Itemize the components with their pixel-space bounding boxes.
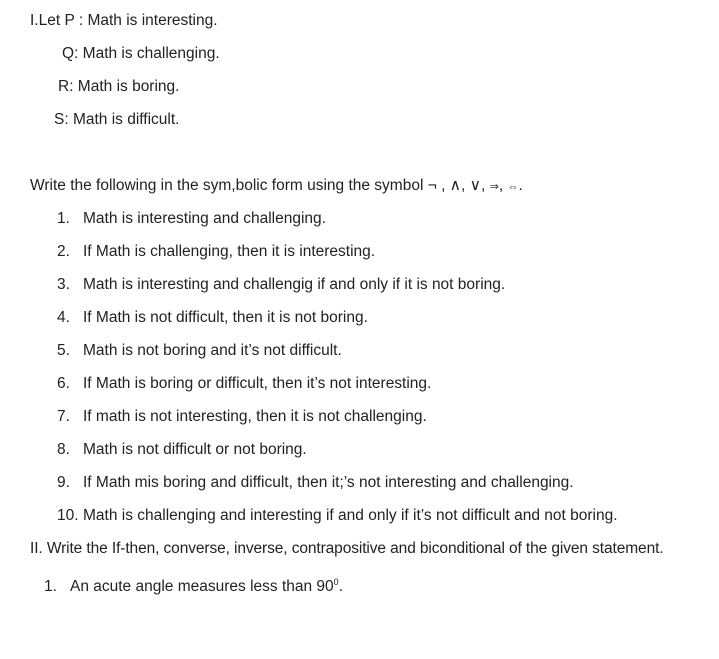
list-item-text: If math is not interesting, then it is not challenging.: [83, 408, 427, 425]
let-p-line: I.Let P : Math is interesting.: [30, 12, 218, 29]
list-item: [57, 407, 427, 427]
list-item: [57, 341, 342, 361]
list-item-text: If Math is boring or difficult, then it’s not interesting.: [83, 375, 432, 392]
list-item-text: Math is not boring and it’s not difficult.: [83, 342, 342, 359]
list-item-text: Math is interesting and challengig if and only if it is not boring.: [83, 276, 506, 293]
list-item-text: Math is challenging and interesting if and only if it’s not difficult and not boring.: [83, 507, 618, 524]
list-item-number: 10.: [57, 507, 79, 524]
iff-symbol: ⇔: [507, 181, 519, 193]
list-item: [57, 209, 326, 229]
list-item-number: 9.: [57, 474, 70, 491]
instruction-period: .: [518, 177, 523, 194]
part2-heading: II. Write the If-then, converse, inverse, contrapositive and biconditional of the given statement.: [30, 540, 664, 557]
list-item-number: 1.: [44, 578, 57, 595]
part2-list-item: [44, 572, 343, 597]
list-item: [57, 275, 505, 295]
list-item-period: .: [338, 578, 343, 595]
list-item-text: If Math mis boring and difficult, then it;’s not interesting and challenging.: [83, 474, 574, 491]
list-item-number: 3.: [57, 276, 70, 293]
instruction-line: [30, 176, 523, 197]
list-item: [57, 440, 307, 460]
list-item: [57, 374, 431, 394]
list-item-number: 7.: [57, 408, 70, 425]
implies-symbol: ⇒: [489, 181, 499, 193]
instruction-text: Write the following in the sym,bolic form using the symbol ¬ , ∧, ∨,: [30, 177, 490, 194]
list-item-number: 1.: [57, 210, 70, 227]
list-item-number: 8.: [57, 441, 70, 458]
r-line: R: Math is boring.: [58, 78, 180, 95]
list-item: [57, 473, 574, 493]
list-item-text: If Math is challenging, then it is interesting.: [83, 243, 376, 260]
q-line: Q: Math is challenging.: [62, 45, 220, 62]
list-item-number: 6.: [57, 375, 70, 392]
list-item-text: An acute angle measures less than 90: [70, 578, 334, 595]
list-item: [57, 506, 618, 526]
list-item-number: 4.: [57, 309, 70, 326]
list-item-text: Math is not difficult or not boring.: [83, 441, 307, 458]
list-item-text: If Math is not difficult, then it is not boring.: [83, 309, 368, 326]
list-item: [57, 242, 375, 262]
s-line: S: Math is difficult.: [54, 111, 180, 128]
list-item-number: 5.: [57, 342, 70, 359]
list-item-number: 2.: [57, 243, 70, 260]
symbol-separator: ,: [498, 177, 508, 194]
list-item-text: Math is interesting and challenging.: [83, 210, 326, 227]
list-item: [57, 308, 368, 328]
superscript-zero: 0: [333, 577, 339, 587]
